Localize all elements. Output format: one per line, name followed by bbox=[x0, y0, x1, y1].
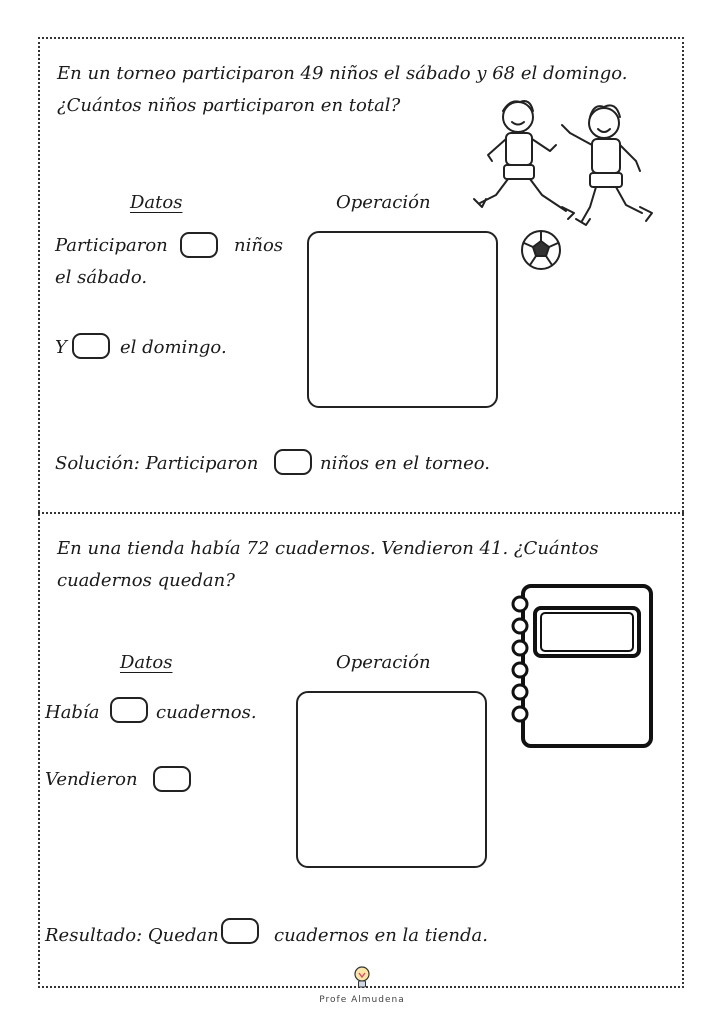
problem1-datos-heading: Datos bbox=[130, 192, 183, 213]
problem2-operation-area[interactable] bbox=[296, 691, 487, 868]
problem1-solution-suffix: niños en el torneo. bbox=[320, 453, 490, 474]
problem1-dato2-prefix: Y bbox=[55, 337, 67, 358]
problem1-dato2-answer-box[interactable] bbox=[72, 333, 110, 359]
footer-brand: Profe Almudena bbox=[319, 995, 405, 1005]
lightbulb-logo-icon bbox=[353, 965, 371, 991]
kids-playing-soccer-icon bbox=[470, 95, 670, 270]
problem1-operacion-heading: Operación bbox=[336, 192, 431, 213]
problem1-dato1-prefix: Participaron bbox=[55, 235, 168, 256]
problem2-dato1-answer-box[interactable] bbox=[110, 697, 148, 723]
problem1-question-line2: ¿Cuántos niños participaron en total? bbox=[57, 95, 401, 116]
problem2-dato1-prefix: Había bbox=[45, 702, 100, 723]
problem1-dato1-answer-box[interactable] bbox=[180, 232, 218, 258]
problem1-solution-answer-box[interactable] bbox=[274, 449, 312, 475]
problem2-question-line2: cuadernos quedan? bbox=[57, 570, 235, 591]
section-divider bbox=[38, 512, 684, 514]
problem1-solution-prefix: Solución: Participaron bbox=[55, 453, 259, 474]
problem2-dato2-prefix: Vendieron bbox=[45, 769, 138, 790]
notebook-icon bbox=[505, 580, 655, 750]
problem2-question-line1: En una tienda había 72 cuadernos. Vendieron 41. ¿Cuántos bbox=[57, 538, 599, 559]
problem2-result-suffix: cuadernos en la tienda. bbox=[274, 925, 488, 946]
problem2-datos-heading: Datos bbox=[120, 652, 173, 673]
problem2-result-prefix: Resultado: Quedan bbox=[45, 925, 219, 946]
problem1-question-line1: En un torneo participaron 49 niños el sábado y 68 el domingo. bbox=[57, 63, 628, 84]
problem1-dato1-line2: el sábado. bbox=[55, 267, 148, 288]
problem2-operacion-heading: Operación bbox=[336, 652, 431, 673]
problem2-result-answer-box[interactable] bbox=[221, 918, 259, 944]
problem2-dato2-answer-box[interactable] bbox=[153, 766, 191, 792]
problem2-dato1-suffix: cuadernos. bbox=[156, 702, 257, 723]
problem1-dato1-suffix: niños bbox=[234, 235, 284, 256]
problem1-dato2-suffix: el domingo. bbox=[120, 337, 227, 358]
